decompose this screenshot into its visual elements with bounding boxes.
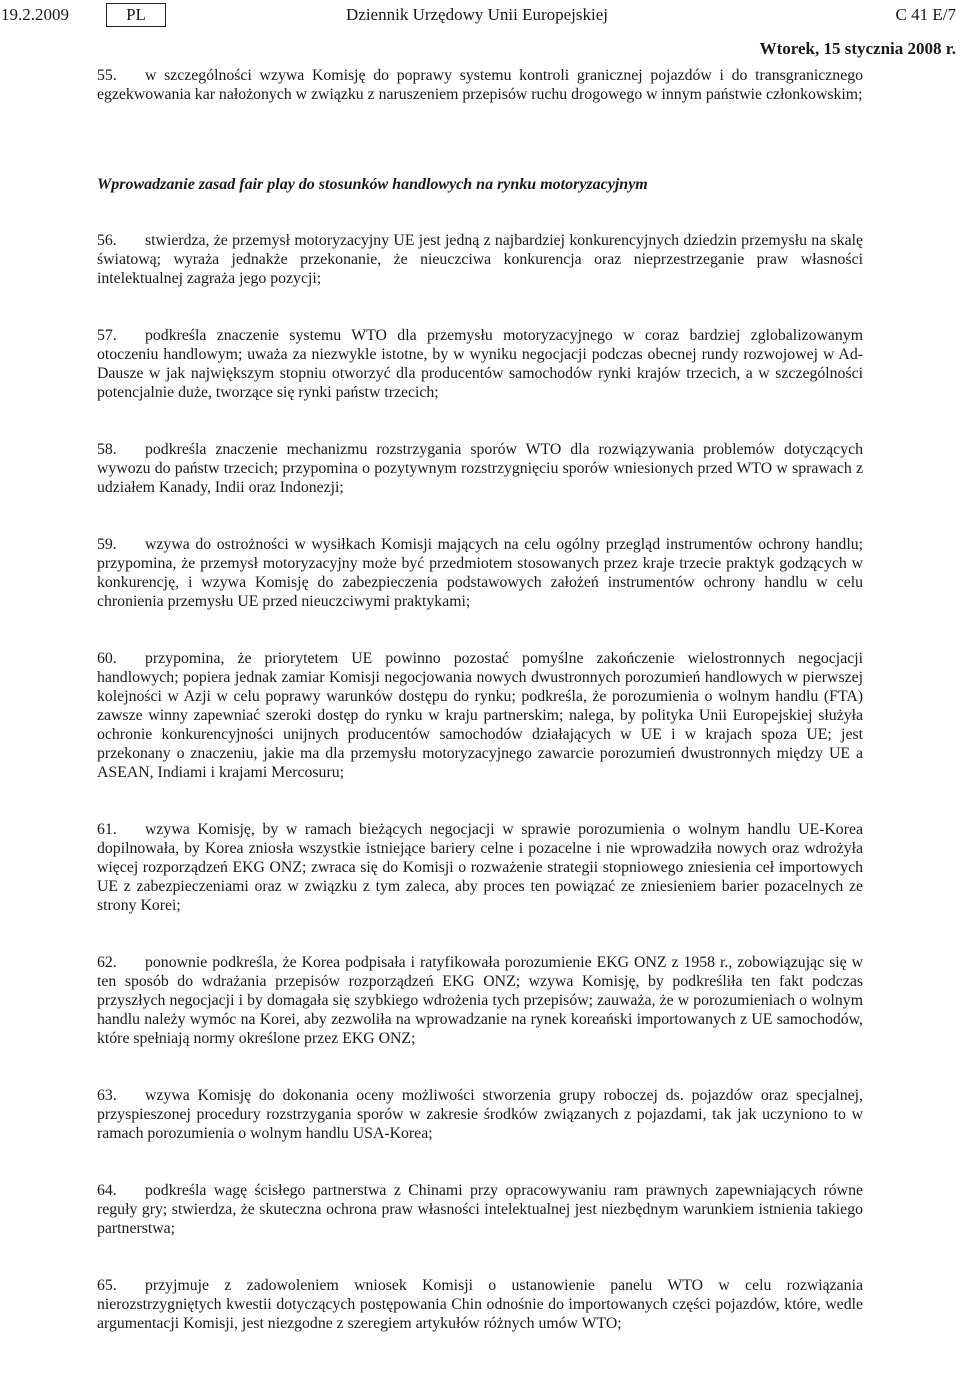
paragraph-text: ponownie podkreśla, że Korea podpisała i ratyfikowała porozumienie EKG ONZ z 1958 r., zobowiązując się w ten sposób do wdrażania przepisów rozporządzeń EKG ONZ; wzywa Komisję, by podkreśliła ten fakt podczas przyszłych negocjacji i by domagała się szybkiego wdrożenia tych przepisów; zauważa, że w porozumieniach o wolnym handlu należy wymóc na Korei, aby zezwoliła na wprowadzanie na rynek koreański importowanych z UE samochodów, które spełniają normy określone przez EKG ONZ; [97, 954, 863, 1047]
paragraph-number: 57. [97, 327, 117, 344]
paragraph-64 [97, 1181, 863, 1238]
paragraph-63 [97, 1086, 863, 1143]
paragraph-text: wzywa Komisję do dokonania oceny możliwości stworzenia grupy roboczej ds. pojazdów oraz specjalnej, przyspieszonej procedury rozstrzygania sporów w zakresie środków związanych z pojazdami, tak jak uczyniono to w ramach porozumienia o wolnym handlu USA-Korea; [97, 1087, 863, 1142]
paragraph-text: wzywa do ostrożności w wysiłkach Komisji mających na celu ogólny przegląd instrumentów ochrony handlu; przypomina, że przemysł motoryzacyjny może być przedmiotem stosowanych przez kraje trzecie praktyk godzących w konkurencję, i wzywa Komisję do zabezpieczenia podstawowych założeń instrumentów ochrony handlu w celu chronienia przemysłu UE przed nieuczciwymi praktykami; [97, 536, 863, 610]
paragraph-text: przyjmuje z zadowoleniem wniosek Komisji o ustanowienie panelu WTO w celu rozwiązania nierozstrzygniętych kwestii dotyczących postępowania Chin odnośnie do importowanych części pojazdów, które, wedle argumentacji Komisji, jest niezgodne z szeregiem artykułów różnych umów WTO; [97, 1277, 863, 1332]
language-code-box: PL [106, 3, 166, 27]
paragraph-number: 63. [97, 1087, 117, 1104]
paragraph-65 [97, 1276, 863, 1333]
paragraph-number: 61. [97, 821, 117, 838]
paragraph-number: 62. [97, 954, 117, 971]
paragraph-number: 65. [97, 1277, 117, 1294]
paragraph-number: 60. [97, 650, 117, 667]
paragraph-number: 55. [97, 67, 117, 84]
paragraph-55 [97, 66, 863, 104]
journal-title: Dziennik Urzędowy Unii Europejskiej [346, 5, 609, 24]
paragraph-60 [97, 649, 863, 782]
paragraph-61 [97, 820, 863, 915]
paragraph-62 [97, 953, 863, 1048]
page-header [0, 0, 960, 30]
paragraph-number: 56. [97, 232, 117, 249]
paragraph-text: przypomina, że priorytetem UE powinno pozostać pomyślne zakończenie wielostronnych negocjacji handlowych; popiera jednak zamiar Komisji negocjowania nowych dwustronnych porozumień handlowych w pierwszej kolejności w Azji w celu poprawy warunków dostępu do rynku; podkreśla, że porozumienia o wolnym handlu (FTA) zawsze winny zapewniać szeroki dostęp do rynku w kraju partnerskim; nalega, by polityka Unii Europejskiej służyła ochronie konkurencyjności unijnych producentów samochodów działających w UE i w krajach spoza UE; jest przekonany o znaczeniu, jakie ma dla przemysłu motoryzacyjnego zawarcie porozumień dwustronnych między UE a ASEAN, Indiami i krajami Mercosuru; [97, 650, 863, 781]
paragraph-text: podkreśla znaczenie systemu WTO dla przemysłu motoryzacyjnego w coraz bardziej zglobalizowanym otoczeniu handlowym; uważa za niezwykle istotne, by w wyniku negocjacji podczas obecnej rundy rozwojowej w Ad-Dausze w jak największym stopniu otworzyć dla producentów samochodów rynki krajów trzecich, a w szczególności potencjalnie duże, tworzące się rynki państw trzecich; [97, 327, 863, 401]
session-date: Wtorek, 15 stycznia 2008 r. [759, 39, 956, 58]
paragraph-56 [97, 231, 863, 288]
header-date: 19.2.2009 [1, 5, 69, 24]
paragraph-text: podkreśla znaczenie mechanizmu rozstrzygania sporów WTO dla rozwiązywania problemów dotyczących wywozu do państw trzecich; przypomina o pozytywnym rozstrzygnięciu sporów wniesionych przed WTO w sprawach z udziałem Kanady, Indii oraz Indonezji; [97, 441, 863, 496]
paragraph-text: podkreśla wagę ścisłego partnerstwa z Chinami przy opracowywaniu ram prawnych zapewniających równe reguły gry; stwierdza, że skuteczna ochrona praw własności intelektualnej jest niezbędnym warunkiem istnienia takiego partnerstwa; [97, 1182, 863, 1237]
section-heading: Wprowadzanie zasad fair play do stosunków handlowych na rynku motoryzacyjnym [97, 176, 648, 193]
journal-reference: C 41 E/7 [895, 5, 956, 24]
document-body [97, 66, 863, 1333]
paragraph-text: w szczególności wzywa Komisję do poprawy systemu kontroli granicznej pojazdów i do transgranicznego egzekwowania kar nałożonych w związku z naruszeniem przepisów ruchu drogowego w innym państwie członkowskim; [97, 67, 863, 103]
paragraph-text: stwierdza, że przemysł motoryzacyjny UE jest jedną z najbardziej konkurencyjnych dziedzin przemysłu na skalę światową; wyraża jednakże przekonanie, że nieuczciwa konkurencja oraz nieprzestrzeganie praw własności intelektualnej zagraża jego pozycji; [97, 232, 863, 287]
paragraph-text: wzywa Komisję, by w ramach bieżących negocjacji w sprawie porozumienia o wolnym handlu UE-Korea dopilnowała, by Korea zniosła wszystkie istniejące bariery celne i pozacelne i nie wprowadziła nowych oraz wdrożyła więcej rozporządzeń EKG ONZ; zwraca się do Komisji o rozważenie strategii stopniowego zniesienia ceł importowych UE z zabezpieczeniami oraz w związku z tym zaleca, aby proces ten powiązać ze zniesieniem barier pozacelnych ze strony Korei; [97, 821, 863, 914]
paragraph-number: 64. [97, 1182, 117, 1199]
paragraph-57 [97, 326, 863, 402]
paragraph-58 [97, 440, 863, 497]
paragraph-59 [97, 535, 863, 611]
paragraph-number: 59. [97, 536, 117, 553]
paragraph-number: 58. [97, 441, 117, 458]
